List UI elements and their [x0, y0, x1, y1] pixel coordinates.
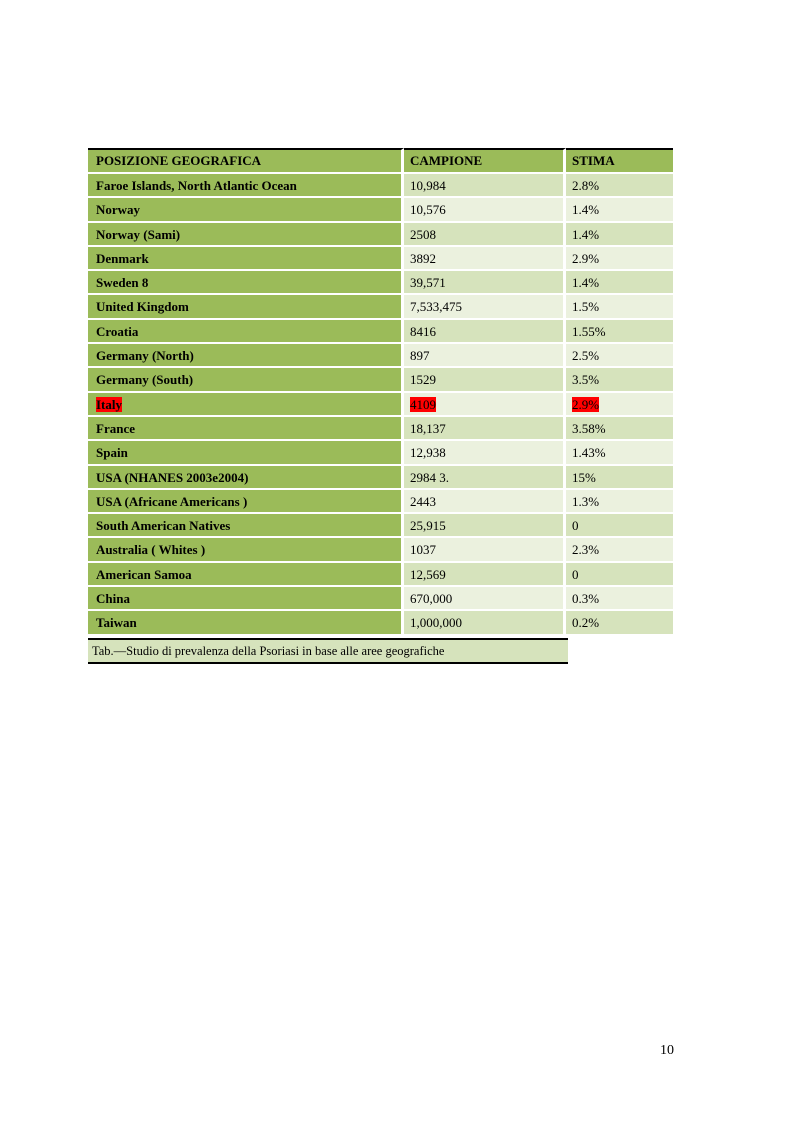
cell-location: [88, 344, 404, 368]
cell-estimate: [566, 441, 673, 465]
cell-location: [88, 368, 404, 392]
cell-sample: [404, 441, 566, 465]
page-number: 10: [660, 1043, 674, 1058]
header-sample: CAMPIONE: [404, 148, 566, 174]
cell-sample-text: 2443: [410, 493, 436, 509]
cell-location-text: USA (Africane Americans ): [96, 493, 248, 509]
cell-sample: [404, 247, 566, 271]
cell-sample-text: 1529: [410, 372, 436, 388]
cell-sample: [404, 611, 566, 635]
cell-location: [88, 223, 404, 247]
cell-sample-text: 10,576: [410, 202, 446, 218]
table-row: [88, 538, 673, 562]
cell-sample: [404, 490, 566, 514]
cell-estimate: [566, 563, 673, 587]
cell-estimate: [566, 466, 673, 490]
cell-location-text: France: [96, 420, 135, 436]
cell-estimate-text: 2.5%: [572, 348, 600, 364]
cell-sample: [404, 344, 566, 368]
cell-sample-text: 2984 3.: [410, 469, 449, 485]
cell-location: [88, 295, 404, 319]
cell-location-text: Germany (North): [96, 348, 194, 364]
cell-estimate: [566, 393, 673, 417]
cell-sample-text: 4109: [410, 396, 436, 412]
cell-location: [88, 514, 404, 538]
cell-sample: [404, 320, 566, 344]
cell-sample-text: 39,571: [410, 275, 446, 291]
cell-location: [88, 611, 404, 635]
table-row: [88, 247, 673, 271]
prevalence-table: [88, 148, 673, 636]
cell-sample-text: 12,569: [410, 566, 446, 582]
cell-estimate: [566, 320, 673, 344]
cell-location: [88, 466, 404, 490]
cell-sample-text: 897: [410, 348, 430, 364]
cell-location: [88, 393, 404, 417]
cell-estimate: [566, 295, 673, 319]
cell-estimate-text: 1.55%: [572, 323, 606, 339]
cell-sample: [404, 563, 566, 587]
cell-location-text: Croatia: [96, 323, 139, 339]
table-row: [88, 223, 673, 247]
cell-estimate-text: 1.3%: [572, 493, 600, 509]
cell-location: [88, 247, 404, 271]
cell-location: [88, 271, 404, 295]
cell-estimate: [566, 247, 673, 271]
cell-sample: [404, 514, 566, 538]
table-row: [88, 611, 673, 635]
cell-estimate: [566, 344, 673, 368]
cell-sample-text: 12,938: [410, 445, 446, 461]
cell-estimate-text: 1.43%: [572, 445, 606, 461]
cell-location-text: American Samoa: [96, 566, 192, 582]
cell-sample: [404, 417, 566, 441]
cell-estimate: [566, 271, 673, 295]
cell-sample: [404, 174, 566, 198]
cell-sample-text: 10,984: [410, 178, 446, 193]
cell-estimate-text: 1.4%: [572, 226, 600, 242]
cell-sample: [404, 295, 566, 319]
cell-estimate-text: 0: [572, 566, 579, 582]
cell-sample: [404, 466, 566, 490]
cell-estimate-text: 1.4%: [572, 275, 600, 291]
cell-sample-text: 25,915: [410, 518, 446, 534]
cell-estimate-text: 0: [572, 518, 579, 534]
cell-estimate: [566, 611, 673, 635]
cell-location-text: Germany (South): [96, 372, 194, 388]
table-row: [88, 466, 673, 490]
cell-location-text: United Kingdom: [96, 299, 189, 315]
cell-location: [88, 417, 404, 441]
cell-location-text: Taiwan: [96, 615, 137, 631]
cell-sample-text: 2508: [410, 226, 436, 242]
table-row: [88, 198, 673, 222]
cell-sample-text: 8416: [410, 323, 436, 339]
cell-estimate-text: 1.5%: [572, 299, 600, 315]
cell-location-text: Australia ( Whites ): [96, 542, 206, 558]
cell-estimate-text: 2.9%: [572, 396, 600, 412]
table-row: [88, 587, 673, 611]
header-estimate: STIMA: [566, 148, 673, 174]
cell-location-text: Norway (Sami): [96, 226, 181, 242]
cell-estimate: [566, 223, 673, 247]
table-row: [88, 368, 673, 392]
table-row: [88, 441, 673, 465]
table-caption: Tab.—Studio di prevalenza della Psoriasi in base alle aree geografiche: [88, 638, 568, 664]
cell-estimate-text: 0.3%: [572, 591, 600, 607]
cell-sample-text: 1037: [410, 542, 436, 558]
cell-location: [88, 587, 404, 611]
cell-location-text: Denmark: [96, 250, 149, 266]
cell-location: [88, 320, 404, 344]
cell-estimate: [566, 538, 673, 562]
cell-estimate-text: 3.5%: [572, 372, 600, 388]
cell-sample: [404, 198, 566, 222]
cell-estimate-text: 1.4%: [572, 202, 600, 218]
cell-sample: [404, 368, 566, 392]
table-row: [88, 393, 673, 417]
cell-estimate: [566, 198, 673, 222]
cell-sample: [404, 271, 566, 295]
cell-estimate: [566, 368, 673, 392]
cell-estimate: [566, 587, 673, 611]
cell-estimate: [566, 490, 673, 514]
cell-location-text: Italy: [96, 396, 122, 412]
cell-estimate: [566, 514, 673, 538]
cell-location-text: China: [96, 591, 130, 607]
table-row: [88, 417, 673, 441]
cell-estimate-text: 2.8%: [572, 178, 600, 193]
cell-estimate-text: 0.2%: [572, 615, 600, 631]
cell-location-text: Sweden 8: [96, 275, 149, 291]
cell-location: [88, 198, 404, 222]
cell-sample-text: 7,533,475: [410, 299, 462, 315]
table-header-row: [88, 148, 673, 174]
cell-sample: [404, 223, 566, 247]
cell-location-text: Norway: [96, 202, 141, 218]
cell-location-text: Spain: [96, 445, 128, 461]
table-row: [88, 295, 673, 319]
cell-sample: [404, 587, 566, 611]
cell-location-text: USA (NHANES 2003e2004): [96, 469, 249, 485]
cell-sample-text: 670,000: [410, 591, 453, 607]
cell-location: [88, 563, 404, 587]
cell-estimate: [566, 174, 673, 198]
cell-sample-text: 18,137: [410, 420, 446, 436]
cell-sample-text: 3892: [410, 250, 436, 266]
cell-location-text: South American Natives: [96, 518, 231, 534]
table-row: [88, 344, 673, 368]
table-row: [88, 174, 673, 198]
cell-estimate-text: 2.9%: [572, 250, 600, 266]
cell-location: [88, 174, 404, 198]
cell-location: [88, 441, 404, 465]
table-row: [88, 490, 673, 514]
cell-location: [88, 490, 404, 514]
table-row: [88, 514, 673, 538]
cell-estimate-text: 15%: [572, 469, 596, 485]
cell-sample-text: 1,000,000: [410, 615, 462, 631]
cell-sample: [404, 393, 566, 417]
cell-location: [88, 538, 404, 562]
cell-location-text: Faroe Islands, North Atlantic Ocean: [96, 178, 297, 193]
cell-estimate: [566, 417, 673, 441]
table-row: [88, 563, 673, 587]
cell-estimate-text: 2.3%: [572, 542, 600, 558]
cell-sample: [404, 538, 566, 562]
header-location: POSIZIONE GEOGRAFICA: [88, 148, 404, 174]
table-row: [88, 320, 673, 344]
table-row: [88, 271, 673, 295]
cell-estimate-text: 3.58%: [572, 420, 606, 436]
